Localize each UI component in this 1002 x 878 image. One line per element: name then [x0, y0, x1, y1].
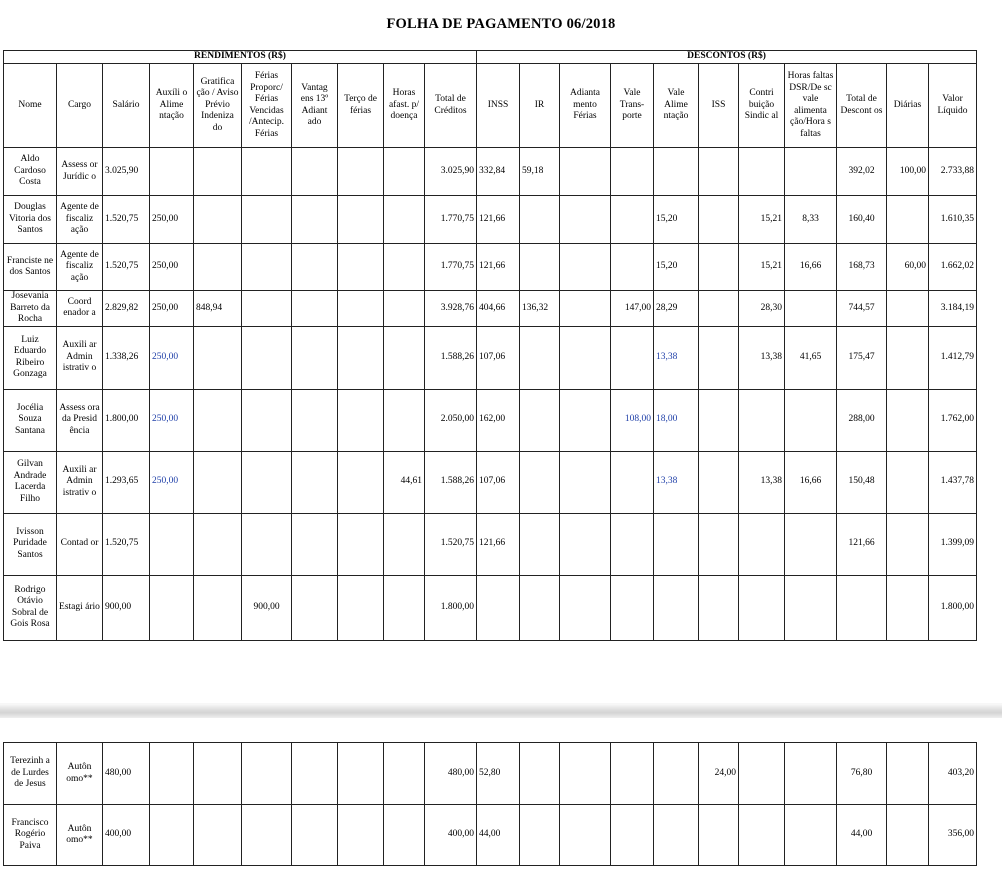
cell-ir [520, 244, 560, 291]
cell-vale-trans-porte [611, 743, 654, 805]
cell-salario: 480,00 [103, 743, 150, 805]
column-header-diarias: Diárias [887, 64, 929, 148]
column-header-vale-trans-porte: Vale Trans- porte [611, 64, 654, 148]
column-header-adianta-mento-ferias: Adianta mento Férias [560, 64, 611, 148]
cell-inss: 332,84 [477, 148, 520, 196]
cell-total-de-creditos: 3.025,90 [425, 148, 477, 196]
column-header-ir: IR [520, 64, 560, 148]
cell-inss: 52,80 [477, 743, 520, 805]
cell-ferias-proporc-feria [242, 389, 292, 451]
cell-terco-de-ferias [338, 196, 384, 244]
cell-total-de-creditos: 1.588,26 [425, 451, 477, 513]
cell-salario: 1.338,26 [103, 326, 150, 389]
cell-iss [699, 148, 739, 196]
cell-salario: 2.829,82 [103, 291, 150, 327]
cell-vale-trans-porte [611, 805, 654, 866]
cell-diarias: 100,00 [887, 148, 929, 196]
column-header-horas-afast-p-doenca: Horas afast. p/ doença [384, 64, 425, 148]
cell-contri-buicao-sindic [739, 805, 785, 866]
cell-valor-liquido: 1.437,78 [929, 451, 977, 513]
cell-iss [699, 291, 739, 327]
cell-horas-faltas-dsr-de- [785, 575, 837, 640]
cell-adianta-mento-ferias [560, 291, 611, 327]
cell-total-de-descont-os [837, 575, 887, 640]
cell-contri-buicao-sindic: 15,21 [739, 196, 785, 244]
job-title: Auxili ar Admin istrativ o [57, 326, 103, 389]
payroll-row [4, 291, 977, 327]
cell-diarias [887, 575, 929, 640]
cell-diarias [887, 451, 929, 513]
job-title: Autôn omo** [57, 805, 103, 866]
cell-horas-afast-p-doenca [384, 244, 425, 291]
cell-adianta-mento-ferias [560, 805, 611, 866]
cell-ferias-proporc-feria [242, 805, 292, 866]
cell-valor-liquido: 403,20 [929, 743, 977, 805]
job-title: Contad or [57, 513, 103, 575]
cell-ir [520, 805, 560, 866]
cell-vale-trans-porte [611, 148, 654, 196]
cell-diarias [887, 743, 929, 805]
cell-vale-alime-ntacao: 18,00 [654, 389, 699, 451]
employee-name: Luiz Eduardo Ribeiro Gonzaga [4, 326, 57, 389]
employee-name: Terezinh a de Lurdes de Jesus [4, 743, 57, 805]
cell-contri-buicao-sindic [739, 513, 785, 575]
cell-vantag-ens-13-adiant [292, 575, 338, 640]
cell-diarias [887, 291, 929, 327]
payroll-row [4, 148, 977, 196]
cell-gratifica-cao-aviso- [194, 244, 242, 291]
cell-inss: 121,66 [477, 196, 520, 244]
cell-inss: 121,66 [477, 513, 520, 575]
cell-vale-alime-ntacao: 28,29 [654, 291, 699, 327]
cell-total-de-descont-os: 76,80 [837, 743, 887, 805]
cell-iss [699, 575, 739, 640]
job-title: Coord enador a [57, 291, 103, 327]
cell-iss: 24,00 [699, 743, 739, 805]
cell-iss [699, 196, 739, 244]
payroll-table-continued [3, 742, 977, 866]
cell-terco-de-ferias [338, 326, 384, 389]
cell-contri-buicao-sindic: 28,30 [739, 291, 785, 327]
cell-horas-faltas-dsr-de- [785, 148, 837, 196]
column-header-auxili-o-alime-ntacao: Auxíli o Alime ntação [150, 64, 194, 148]
cell-auxili-o-alime-ntaca: 250,00 [150, 326, 194, 389]
cell-ferias-proporc-feria [242, 326, 292, 389]
employee-name: Gilvan Andrade Lacerda Filho [4, 451, 57, 513]
column-header-total-de-descont-os: Total de Descont os [837, 64, 887, 148]
cell-ir: 59,18 [520, 148, 560, 196]
cell-vale-alime-ntacao [654, 805, 699, 866]
cell-ir [520, 575, 560, 640]
cell-total-de-creditos: 1.800,00 [425, 575, 477, 640]
employee-name: Ivisson Puridade Santos [4, 513, 57, 575]
job-title: Assess ora da Presid ência [57, 389, 103, 451]
cell-auxili-o-alime-ntaca: 250,00 [150, 291, 194, 327]
cell-salario: 1.520,75 [103, 244, 150, 291]
job-title: Agente de fiscaliz ação [57, 244, 103, 291]
cell-auxili-o-alime-ntaca [150, 805, 194, 866]
payroll-row [4, 389, 977, 451]
cell-vantag-ens-13-adiant [292, 196, 338, 244]
cell-ferias-proporc-feria [242, 451, 292, 513]
cell-contri-buicao-sindic: 13,38 [739, 451, 785, 513]
column-header-inss: INSS [477, 64, 520, 148]
cell-ferias-proporc-feria [242, 148, 292, 196]
cell-horas-afast-p-doenca [384, 513, 425, 575]
cell-gratifica-cao-aviso-: 848,94 [194, 291, 242, 327]
page-title: FOLHA DE PAGAMENTO 06/2018 [386, 16, 616, 32]
cell-ir: 136,32 [520, 291, 560, 327]
cell-iss [699, 451, 739, 513]
cell-auxili-o-alime-ntaca [150, 513, 194, 575]
column-header-cargo: Cargo [57, 64, 103, 148]
cell-adianta-mento-ferias [560, 743, 611, 805]
cell-terco-de-ferias [338, 389, 384, 451]
cell-salario: 1.520,75 [103, 513, 150, 575]
cell-total-de-creditos: 1.588,26 [425, 326, 477, 389]
section-header-row [4, 51, 977, 64]
payroll-row [4, 513, 977, 575]
payroll-continued-row [4, 805, 977, 866]
cell-adianta-mento-ferias [560, 513, 611, 575]
cell-contri-buicao-sindic [739, 743, 785, 805]
cell-auxili-o-alime-ntaca [150, 575, 194, 640]
cell-salario: 1.293,65 [103, 451, 150, 513]
cell-inss [477, 575, 520, 640]
cell-horas-afast-p-doenca [384, 805, 425, 866]
column-header-row [4, 64, 977, 148]
cell-gratifica-cao-aviso- [194, 389, 242, 451]
cell-iss [699, 244, 739, 291]
cell-gratifica-cao-aviso- [194, 196, 242, 244]
cell-vantag-ens-13-adiant [292, 451, 338, 513]
cell-vale-alime-ntacao: 15,20 [654, 244, 699, 291]
cell-adianta-mento-ferias [560, 244, 611, 291]
cell-ferias-proporc-feria [242, 513, 292, 575]
cell-horas-faltas-dsr-de-: 16,66 [785, 451, 837, 513]
cell-total-de-descont-os: 744,57 [837, 291, 887, 327]
payroll-continued-row [4, 743, 977, 805]
cell-ferias-proporc-feria [242, 743, 292, 805]
cell-adianta-mento-ferias [560, 148, 611, 196]
employee-name: Josevania Barreto da Rocha [4, 291, 57, 327]
cell-total-de-descont-os: 44,00 [837, 805, 887, 866]
cell-ir [520, 389, 560, 451]
cell-total-de-creditos: 480,00 [425, 743, 477, 805]
cell-diarias [887, 196, 929, 244]
cell-vale-trans-porte: 108,00 [611, 389, 654, 451]
cell-ir [520, 451, 560, 513]
cell-total-de-descont-os: 160,40 [837, 196, 887, 244]
column-header-ferias-proporc-ferias-ve: Férias Proporc/ Férias Vencidas /Antecip. Férias [242, 64, 292, 148]
cell-horas-faltas-dsr-de- [785, 743, 837, 805]
cell-valor-liquido: 2.733,88 [929, 148, 977, 196]
cell-total-de-creditos: 2.050,00 [425, 389, 477, 451]
cell-gratifica-cao-aviso- [194, 451, 242, 513]
payroll-row [4, 575, 977, 640]
column-header-vale-alime-ntacao: Vale Alime ntação [654, 64, 699, 148]
cell-salario: 900,00 [103, 575, 150, 640]
cell-auxili-o-alime-ntaca: 250,00 [150, 196, 194, 244]
cell-auxili-o-alime-ntaca: 250,00 [150, 451, 194, 513]
cell-total-de-descont-os: 392,02 [837, 148, 887, 196]
rendimentos-header: RENDIMENTOS (R$) [4, 51, 477, 64]
cell-iss [699, 513, 739, 575]
cell-horas-faltas-dsr-de- [785, 389, 837, 451]
employee-name: Aldo Cardoso Costa [4, 148, 57, 196]
payroll-row [4, 326, 977, 389]
cell-salario: 1.800,00 [103, 389, 150, 451]
employee-name: Douglas Vitoria dos Santos [4, 196, 57, 244]
cell-salario: 3.025,90 [103, 148, 150, 196]
cell-total-de-creditos: 1.770,75 [425, 244, 477, 291]
cell-inss: 121,66 [477, 244, 520, 291]
cell-vale-alime-ntacao [654, 148, 699, 196]
cell-vale-trans-porte [611, 575, 654, 640]
cell-gratifica-cao-aviso- [194, 805, 242, 866]
cell-adianta-mento-ferias [560, 575, 611, 640]
cell-valor-liquido: 1.762,00 [929, 389, 977, 451]
cell-vale-alime-ntacao [654, 575, 699, 640]
cell-vale-trans-porte [611, 326, 654, 389]
cell-total-de-descont-os: 175,47 [837, 326, 887, 389]
cell-vale-alime-ntacao: 13,38 [654, 326, 699, 389]
cell-diarias [887, 513, 929, 575]
cell-gratifica-cao-aviso- [194, 743, 242, 805]
cell-ir [520, 196, 560, 244]
cell-contri-buicao-sindic [739, 148, 785, 196]
column-header-salario: Salário [103, 64, 150, 148]
cell-horas-faltas-dsr-de- [785, 805, 837, 866]
employee-name: Franciste ne dos Santos [4, 244, 57, 291]
cell-ir [520, 326, 560, 389]
cell-vale-trans-porte [611, 513, 654, 575]
cell-terco-de-ferias [338, 513, 384, 575]
payroll-row [4, 244, 977, 291]
cell-vantag-ens-13-adiant [292, 326, 338, 389]
cell-iss [699, 805, 739, 866]
cell-total-de-creditos: 400,00 [425, 805, 477, 866]
cell-total-de-descont-os: 288,00 [837, 389, 887, 451]
payroll-row [4, 196, 977, 244]
cell-inss: 162,00 [477, 389, 520, 451]
cell-horas-afast-p-doenca [384, 389, 425, 451]
cell-vantag-ens-13-adiant [292, 244, 338, 291]
cell-valor-liquido: 1.662,02 [929, 244, 977, 291]
cell-vantag-ens-13-adiant [292, 805, 338, 866]
cell-valor-liquido: 3.184,19 [929, 291, 977, 327]
job-title: Estagi ário [57, 575, 103, 640]
cell-gratifica-cao-aviso- [194, 575, 242, 640]
cell-auxili-o-alime-ntaca [150, 148, 194, 196]
cell-inss: 107,06 [477, 451, 520, 513]
cell-terco-de-ferias [338, 805, 384, 866]
cell-inss: 404,66 [477, 291, 520, 327]
column-header-total-de-creditos: Total de Créditos [425, 64, 477, 148]
payroll-row [4, 451, 977, 513]
cell-contri-buicao-sindic: 15,21 [739, 244, 785, 291]
cell-auxili-o-alime-ntaca: 250,00 [150, 389, 194, 451]
cell-ferias-proporc-feria [242, 196, 292, 244]
column-header-terco-de-ferias: Terço de férias [338, 64, 384, 148]
cell-ferias-proporc-feria [242, 244, 292, 291]
cell-vantag-ens-13-adiant [292, 389, 338, 451]
cell-terco-de-ferias [338, 148, 384, 196]
cell-diarias [887, 389, 929, 451]
page-separator [0, 705, 1002, 718]
cell-adianta-mento-ferias [560, 389, 611, 451]
cell-auxili-o-alime-ntaca [150, 743, 194, 805]
cell-horas-faltas-dsr-de-: 8,33 [785, 196, 837, 244]
cell-vale-alime-ntacao [654, 513, 699, 575]
cell-contri-buicao-sindic [739, 389, 785, 451]
cell-inss: 44,00 [477, 805, 520, 866]
cell-terco-de-ferias [338, 291, 384, 327]
cell-terco-de-ferias [338, 244, 384, 291]
cell-ir [520, 743, 560, 805]
cell-diarias: 60,00 [887, 244, 929, 291]
cell-horas-afast-p-doenca [384, 148, 425, 196]
column-header-nome: Nome [4, 64, 57, 148]
cell-total-de-creditos: 1.520,75 [425, 513, 477, 575]
cell-ir [520, 513, 560, 575]
cell-horas-afast-p-doenca [384, 326, 425, 389]
employee-name: Rodrigo Otávio Sobral de Gois Rosa [4, 575, 57, 640]
cell-vantag-ens-13-adiant [292, 743, 338, 805]
cell-horas-faltas-dsr-de-: 16,66 [785, 244, 837, 291]
employee-name: Francisco Rogério Paiva [4, 805, 57, 866]
cell-adianta-mento-ferias [560, 451, 611, 513]
cell-horas-afast-p-doenca: 44,61 [384, 451, 425, 513]
cell-horas-faltas-dsr-de-: 41,65 [785, 326, 837, 389]
cell-iss [699, 389, 739, 451]
cell-salario: 1.520,75 [103, 196, 150, 244]
cell-auxili-o-alime-ntaca: 250,00 [150, 244, 194, 291]
cell-gratifica-cao-aviso- [194, 148, 242, 196]
cell-terco-de-ferias [338, 451, 384, 513]
column-header-vantag-ens-13-adiant-ado: Vantag ens 13º Adiant ado [292, 64, 338, 148]
cell-horas-faltas-dsr-de- [785, 291, 837, 327]
payroll-table [3, 50, 977, 641]
cell-valor-liquido: 356,00 [929, 805, 977, 866]
column-header-gratifica-cao-aviso-prev: Gratifica ção / Aviso Prévio Indeniza do [194, 64, 242, 148]
descontos-header: DESCONTOS (R$) [477, 51, 977, 64]
cell-valor-liquido: 1.800,00 [929, 575, 977, 640]
cell-adianta-mento-ferias [560, 196, 611, 244]
cell-total-de-descont-os: 168,73 [837, 244, 887, 291]
cell-gratifica-cao-aviso- [194, 513, 242, 575]
cell-contri-buicao-sindic [739, 575, 785, 640]
job-title: Auxili ar Admin istrativ o [57, 451, 103, 513]
cell-vale-trans-porte [611, 451, 654, 513]
cell-ferias-proporc-feria: 900,00 [242, 575, 292, 640]
cell-vantag-ens-13-adiant [292, 148, 338, 196]
cell-vale-trans-porte [611, 196, 654, 244]
cell-horas-afast-p-doenca [384, 743, 425, 805]
cell-valor-liquido: 1.399,09 [929, 513, 977, 575]
cell-total-de-descont-os: 150,48 [837, 451, 887, 513]
cell-vale-trans-porte: 147,00 [611, 291, 654, 327]
cell-valor-liquido: 1.412,79 [929, 326, 977, 389]
cell-horas-afast-p-doenca [384, 196, 425, 244]
cell-vale-alime-ntacao: 13,38 [654, 451, 699, 513]
cell-contri-buicao-sindic: 13,38 [739, 326, 785, 389]
column-header-horas-faltas-dsr-de-sc-v: Horas faltas DSR/De sc vale alimenta ção/Hora s faltas [785, 64, 837, 148]
cell-vantag-ens-13-adiant [292, 513, 338, 575]
employee-name: Jocélia Souza Santana [4, 389, 57, 451]
cell-total-de-creditos: 3.928,76 [425, 291, 477, 327]
cell-vale-alime-ntacao [654, 743, 699, 805]
cell-valor-liquido: 1.610,35 [929, 196, 977, 244]
cell-horas-afast-p-doenca [384, 575, 425, 640]
column-header-iss: ISS [699, 64, 739, 148]
cell-ferias-proporc-feria [242, 291, 292, 327]
job-title: Assess or Jurídic o [57, 148, 103, 196]
cell-iss [699, 326, 739, 389]
cell-vantag-ens-13-adiant [292, 291, 338, 327]
cell-vale-alime-ntacao: 15,20 [654, 196, 699, 244]
cell-total-de-creditos: 1.770,75 [425, 196, 477, 244]
cell-horas-faltas-dsr-de- [785, 513, 837, 575]
column-header-valor-liquido: Valor Líquido [929, 64, 977, 148]
cell-terco-de-ferias [338, 743, 384, 805]
cell-adianta-mento-ferias [560, 326, 611, 389]
cell-diarias [887, 326, 929, 389]
cell-salario: 400,00 [103, 805, 150, 866]
cell-vale-trans-porte [611, 244, 654, 291]
cell-gratifica-cao-aviso- [194, 326, 242, 389]
column-header-contri-buicao-sindic-al: Contri buição Sindic al [739, 64, 785, 148]
job-title: Autôn omo** [57, 743, 103, 805]
cell-terco-de-ferias [338, 575, 384, 640]
cell-total-de-descont-os: 121,66 [837, 513, 887, 575]
cell-horas-afast-p-doenca [384, 291, 425, 327]
cell-inss: 107,06 [477, 326, 520, 389]
job-title: Agente de fiscaliz ação [57, 196, 103, 244]
cell-diarias [887, 805, 929, 866]
